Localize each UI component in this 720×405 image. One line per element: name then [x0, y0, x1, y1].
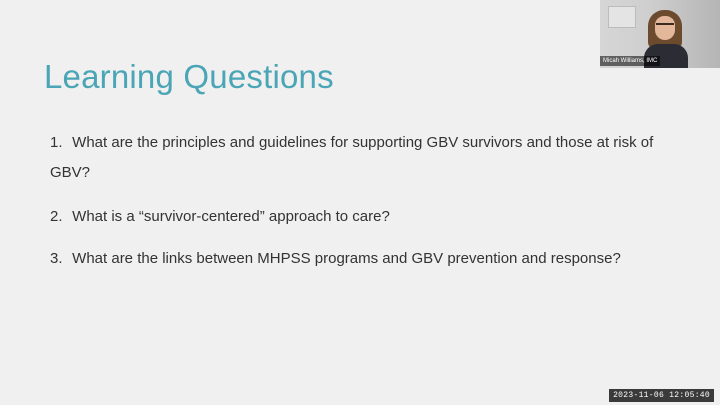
- question-text: What are the principles and guidelines for supporting GBV survivors and those at risk of GBV?: [50, 134, 654, 181]
- participant-name-label: Micah Williams, IMC: [600, 56, 660, 66]
- question-number: 2.: [50, 208, 63, 225]
- question-text: What are the links between MHPSS programs and GBV prevention and response?: [72, 250, 621, 267]
- webcam-video-tile[interactable]: [600, 0, 720, 68]
- learning-questions-list: [50, 128, 670, 288]
- recording-timestamp: 2023-11-06 12:05:40: [609, 389, 714, 402]
- question-item: [50, 202, 670, 232]
- slide-title: Learning Questions: [44, 58, 334, 95]
- question-text: What is a “survivor-centered” approach to care?: [72, 208, 390, 225]
- question-item: [50, 244, 670, 274]
- question-number: 1.: [50, 134, 63, 151]
- question-number: 3.: [50, 250, 63, 267]
- question-item: [50, 128, 670, 188]
- wall-picture-frame: [608, 6, 636, 28]
